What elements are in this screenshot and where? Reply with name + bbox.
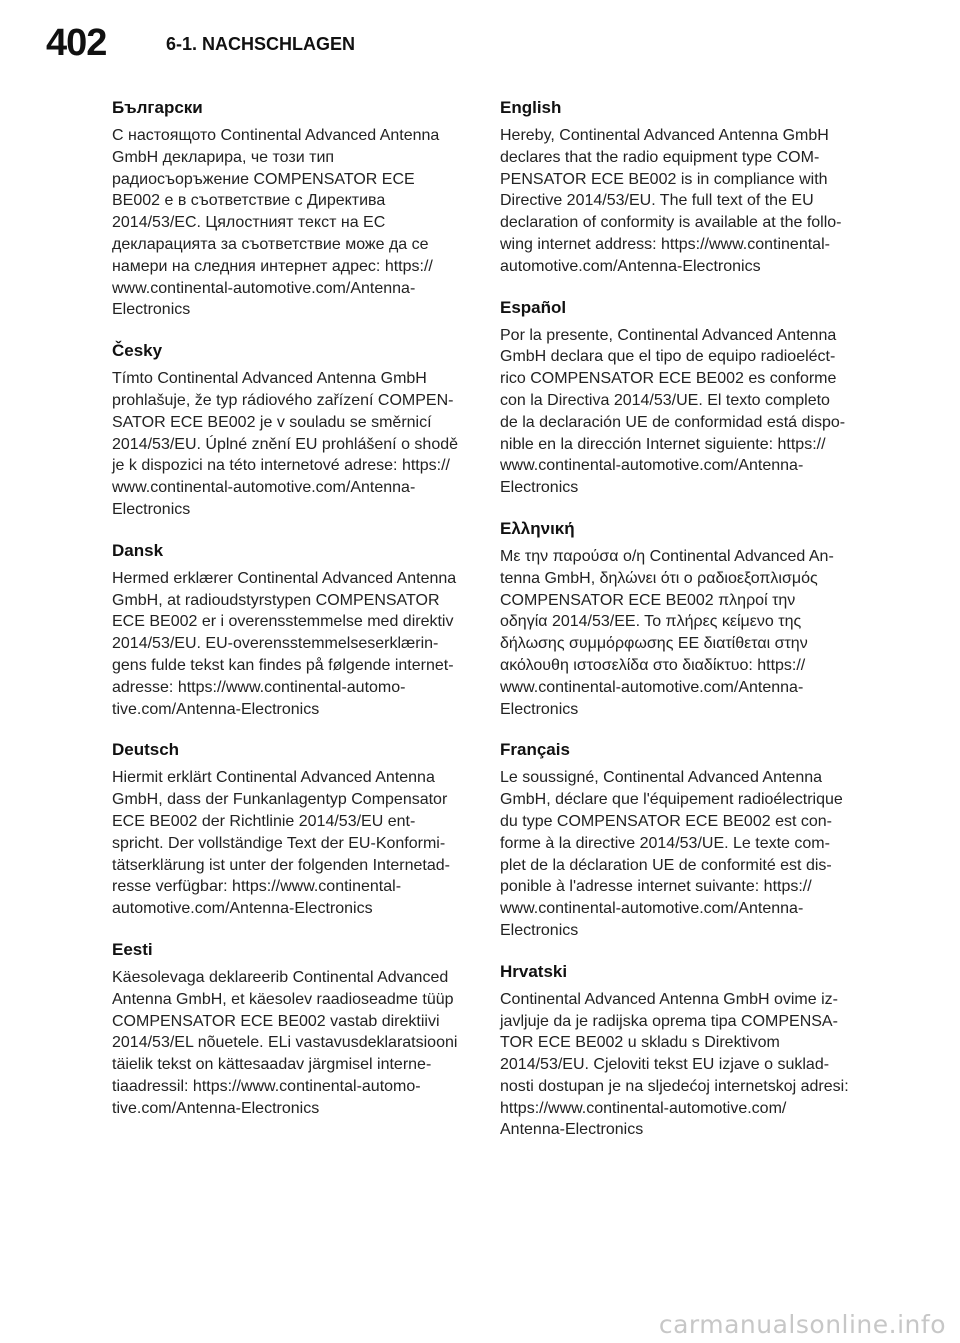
section-text: Με την παρούσα ο/η Continental Advanced An- tenna GmbH, δηλώνει ότι ο ραδιοεξοπλισμός COMPENSATOR ECE BE002 πληροί την οδηγία 2014/53/ΕΕ. Το πλήρες κείμενο της δήλωσης συμμόρφωσης ΕΕ διατίθεται στην ακόλουθη ιστοσελίδα στο διαδίκτυο: https:// www.continental-automotive.com/Antenna- Electronics	[500, 547, 834, 718]
page-header	[0, 0, 960, 78]
section-spanish	[500, 298, 850, 499]
section-text: Continental Advanced Antenna GmbH ovime iz- javljuje da je radijska oprema tipa COMPENSA- TOR ECE BE002 u skladu s Direktivom 2014/53/EU. Cjeloviti tekst EU izjave o suklad- nosti dostupan je na sljedećoj internetskoj adresi: https://www.continental-automotive.com/ Antenna-Electronics	[500, 990, 849, 1139]
section-text: Hiermit erklärt Continental Advanced Antenna GmbH, dass der Funkanlagentyp Compensator ECE BE002 der Richtlinie 2014/53/EU ent- spricht. Der vollständige Text der EU-Konformi- tätserklärung ist unter der folgenden Internetad- resse verfügbar: https://www.continental- automotive.com/Antenna-Electronics	[112, 769, 450, 918]
section-text: С настоящото Continental Advanced Antenna GmbH декларира, че този тип радиосъоръжение COMPENSATOR ECE BE002 е в съответствие с Директива 2014/53/ЕС. Цялостният текст на ЕС декларацията за съответствие може да се намери на следния интернет адрес: https:// www.continental-automotive.com/Antenna- Electronics	[112, 127, 440, 319]
section-heading: Hrvatski	[500, 961, 568, 981]
section-text: Käesolevaga deklareerib Continental Advanced Antenna GmbH, et käesolev raadioseadme tüüp COMPENSATOR ECE BE002 vastab direktiivi 2014/53/EL nõuetele. ELi vastavusdeklaratsiooni täielik tekst on kättesaadav järgmisel interne- tiaadressil: https://www.continental-automo- tive.com/Antenna-Electronics	[112, 968, 458, 1117]
section-heading: Eesti	[112, 939, 153, 959]
section-german	[112, 740, 462, 920]
section-text: Hereby, Continental Advanced Antenna GmbH declares that the radio equipment type COM- PENSATOR ECE BE002 is in compliance with Directive 2014/53/EU. The full text of the EU declaration of conformity is available at the follo- wing internet address: https://www.continental- automotive.com/Antenna-Electronics	[500, 127, 842, 275]
left-column	[112, 98, 462, 1139]
section-heading: Français	[500, 740, 570, 760]
section-croatian	[500, 962, 850, 1142]
watermark: carmanualsonline.info	[658, 1310, 946, 1339]
section-czech	[112, 341, 462, 521]
section-estonian	[112, 940, 462, 1120]
page-number: 402	[46, 22, 107, 64]
right-column	[500, 98, 850, 1161]
section-text: Tímto Continental Advanced Antenna GmbH prohlašuje, že typ rádiového zařízení COMPEN- SATOR ECE BE002 je v souladu se směrnicí 2014/53/EU. Úplné znění EU prohlášení o shodě je k dispozici na této internetové adrese: https:// www.continental-automotive.com/Antenna- Electronics	[112, 370, 459, 518]
section-heading: Česky	[112, 341, 163, 361]
chapter-title: 6-1. NACHSCHLAGEN	[166, 34, 356, 54]
section-heading: Dansk	[112, 540, 164, 560]
section-heading: Български	[112, 98, 203, 117]
section-text: Por la presente, Continental Advanced Antenna GmbH declara que el tipo de equipo radioeléct- rico COMPENSATOR ECE BE002 es conforme con la Directiva 2014/53/UE. El texto completo de la declaración UE de conformidad está dispo- nible en la dirección Internet siguiente: https:// www.continental-automotive.com/Antenna- Electronics	[500, 326, 846, 497]
section-french	[500, 740, 850, 941]
section-english	[500, 98, 850, 278]
section-greek	[500, 519, 850, 720]
section-heading: English	[500, 98, 562, 117]
section-text: Hermed erklærer Continental Advanced Antenna GmbH, at radioudstyrstypen COMPENSATOR ECE BE002 er i overensstemmelse med direktiv 2014/53/EU. EU-overensstemmelseserklærin- gens fulde tekst kan findes på følgende internet- adresse: https://www.continental-automo- tive.com/Antenna-Electronics	[112, 569, 457, 718]
section-bulgarian	[112, 98, 462, 321]
section-heading: Deutsch	[112, 740, 180, 760]
section-text: Le soussigné, Continental Advanced Antenna GmbH, déclare que l'équipement radioélectrique du type COMPENSATOR ECE BE002 est con- forme à la directive 2014/53/UE. Le texte com- plet de la déclaration UE de conformité est dis- ponible à l'adresse internet suivante: https:// www.continental-automotive.com/Antenna- Electronics	[500, 769, 843, 939]
section-heading: Español	[500, 297, 567, 317]
section-danish	[112, 541, 462, 721]
section-heading: Ελληνική	[500, 518, 575, 538]
